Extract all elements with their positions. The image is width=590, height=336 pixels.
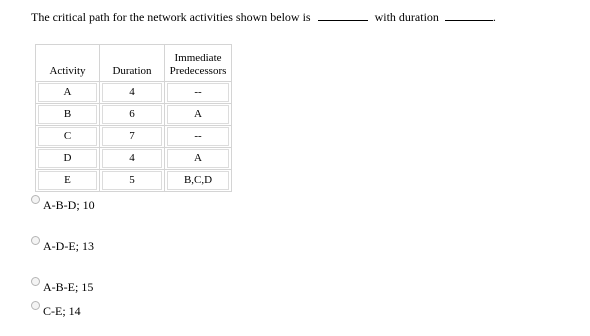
header-activity: Activity [36, 45, 100, 82]
activity-cell: C [36, 126, 100, 148]
table-header-row [36, 45, 232, 82]
option-label: A-B-D; 10 [43, 198, 95, 212]
predecessor-cell: A [165, 104, 232, 126]
question-part1: The critical path for the network activities shown below is [31, 10, 311, 24]
activity-cell: D [36, 148, 100, 170]
table-row [36, 104, 232, 126]
header-pred-line2: Predecessors [169, 65, 227, 77]
predecessor-cell: B,C,D [165, 170, 232, 192]
header-duration: Duration [100, 45, 165, 82]
radio-button[interactable] [31, 277, 40, 286]
option-label: C-E; 14 [43, 304, 81, 318]
option-label: A-B-E; 15 [43, 280, 94, 294]
table-row [36, 170, 232, 192]
table-row [36, 126, 232, 148]
table-row [36, 82, 232, 104]
activity-cell: A [36, 82, 100, 104]
option-label: A-D-E; 13 [43, 239, 94, 253]
duration-cell: 4 [100, 82, 165, 104]
header-pred-line1: Immediate [174, 52, 222, 64]
activity-cell: B [36, 104, 100, 126]
header-predecessors [165, 45, 232, 82]
duration-blank [445, 9, 493, 21]
answer-option-1[interactable] [31, 195, 95, 213]
answer-option-3[interactable] [31, 277, 93, 295]
question-part2: with duration [374, 10, 439, 24]
duration-cell: 4 [100, 148, 165, 170]
duration-cell: 6 [100, 104, 165, 126]
activity-table [35, 44, 232, 192]
critical-path-blank [318, 9, 368, 21]
table-row [36, 148, 232, 170]
radio-button[interactable] [31, 236, 40, 245]
answer-option-2[interactable] [31, 236, 94, 254]
radio-button[interactable] [31, 195, 40, 204]
radio-button[interactable] [31, 301, 40, 310]
duration-cell: 7 [100, 126, 165, 148]
predecessor-cell: -- [165, 126, 232, 148]
duration-cell: 5 [100, 170, 165, 192]
answer-option-4[interactable] [31, 301, 81, 319]
predecessor-cell: A [165, 148, 232, 170]
activity-cell: E [36, 170, 100, 192]
question-end: . [492, 10, 496, 24]
question-text [31, 9, 496, 25]
predecessor-cell: -- [165, 82, 232, 104]
